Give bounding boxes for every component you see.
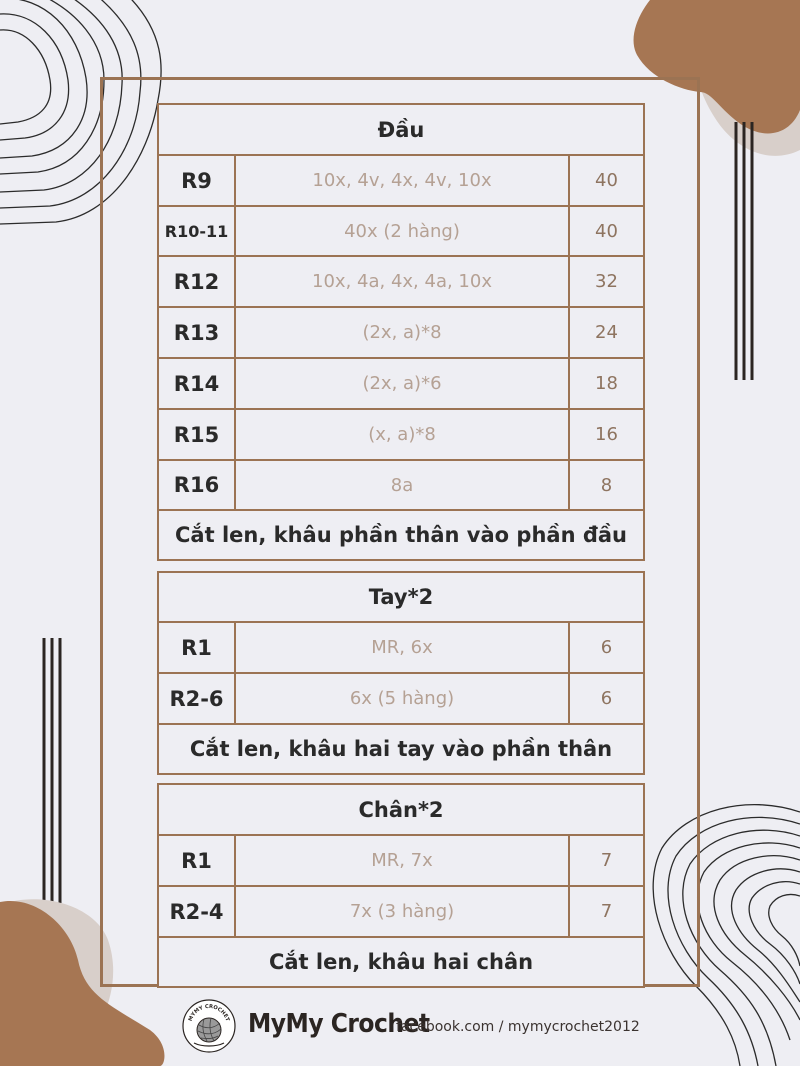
instruction: 6x (5 hàng)	[235, 673, 569, 724]
table-row	[158, 358, 644, 409]
round-label: R2-6	[158, 673, 235, 724]
round-label: R13	[158, 307, 235, 358]
instruction: 8a	[235, 460, 569, 510]
stitch-count: 6	[569, 673, 644, 724]
instruction: (x, a)*8	[235, 409, 569, 460]
instruction: MR, 7x	[235, 835, 569, 886]
table-row	[158, 307, 644, 358]
stitch-count: 24	[569, 307, 644, 358]
table-row	[158, 622, 644, 673]
brand-footer	[182, 997, 640, 1057]
instruction: 7x (3 hàng)	[235, 886, 569, 937]
instruction: 10x, 4v, 4x, 4v, 10x	[235, 155, 569, 206]
instruction: MR, 6x	[235, 622, 569, 673]
round-label: R2-4	[158, 886, 235, 937]
round-label: R9	[158, 155, 235, 206]
round-label: R14	[158, 358, 235, 409]
section-title: Tay*2	[158, 572, 644, 622]
stitch-count: 16	[569, 409, 644, 460]
brand-name: MyMy Crochet	[248, 1009, 430, 1039]
stitch-count: 7	[569, 835, 644, 886]
instruction: 10x, 4a, 4x, 4a, 10x	[235, 256, 569, 307]
stitch-count: 6	[569, 622, 644, 673]
stitch-count: 40	[569, 206, 644, 256]
brand-url[interactable]: facebook.com / mymycrochet2012	[396, 1019, 640, 1035]
instruction: (2x, a)*6	[235, 358, 569, 409]
stitch-count: 8	[569, 460, 644, 510]
stitch-count: 32	[569, 256, 644, 307]
table-row	[158, 206, 644, 256]
section-footer-note: Cắt len, khâu hai chân	[158, 937, 644, 987]
section-title: Chân*2	[158, 784, 644, 835]
round-label: R15	[158, 409, 235, 460]
section-table-chan	[157, 783, 645, 988]
stitch-count: 40	[569, 155, 644, 206]
instruction: (2x, a)*8	[235, 307, 569, 358]
section-table-tay	[157, 571, 645, 775]
vertical-lines-left	[44, 638, 60, 920]
round-label: R12	[158, 256, 235, 307]
instruction: 40x (2 hàng)	[235, 206, 569, 256]
section-footer-note: Cắt len, khâu phần thân vào phần đầu	[158, 510, 644, 560]
brand-logo	[182, 999, 236, 1053]
section-table-dau	[157, 103, 645, 561]
table-row	[158, 155, 644, 206]
section-title: Đầu	[158, 104, 644, 155]
round-label: R10-11	[158, 206, 235, 256]
table-row	[158, 460, 644, 510]
stitch-count: 18	[569, 358, 644, 409]
table-row	[158, 409, 644, 460]
vertical-lines-right	[736, 122, 752, 380]
stitch-count: 7	[569, 886, 644, 937]
table-row	[158, 886, 644, 937]
table-row	[158, 256, 644, 307]
table-row	[158, 835, 644, 886]
table-row	[158, 673, 644, 724]
round-label: R1	[158, 622, 235, 673]
round-label: R1	[158, 835, 235, 886]
logo-text: MYMY CROCHET	[187, 1003, 231, 1023]
round-label: R16	[158, 460, 235, 510]
section-footer-note: Cắt len, khâu hai tay vào phần thân	[158, 724, 644, 774]
